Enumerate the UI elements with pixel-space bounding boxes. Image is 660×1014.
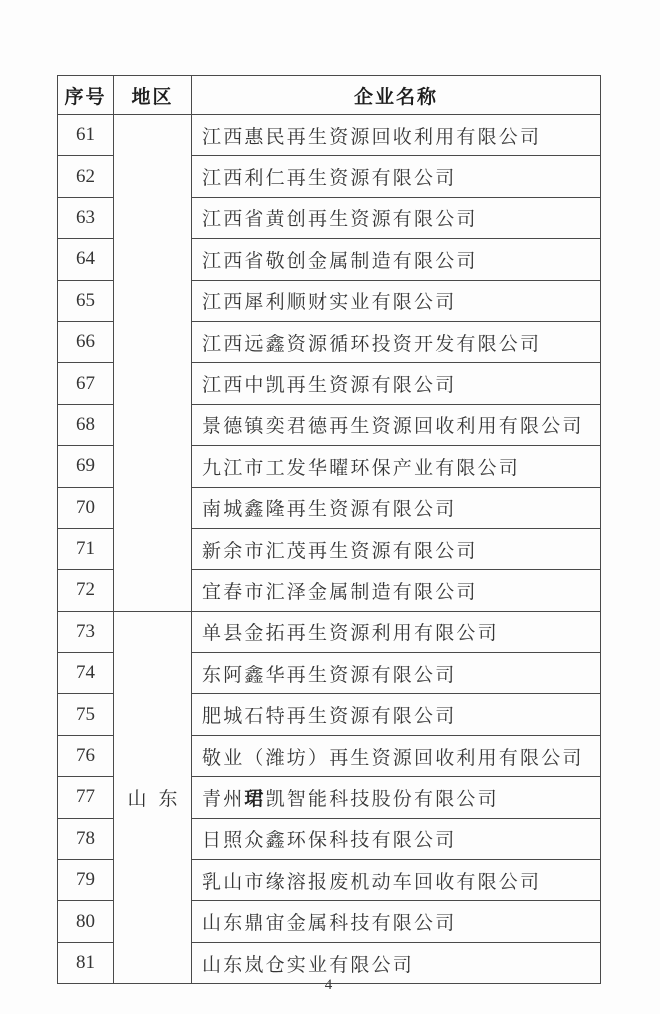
- serial-number-cell: 77: [58, 777, 114, 818]
- table-header-row: [58, 76, 601, 115]
- company-name-cell: 山东岚仓实业有限公司: [192, 942, 601, 983]
- serial-number-cell: 70: [58, 487, 114, 528]
- company-name-cell: 肥城石特再生资源有限公司: [192, 694, 601, 735]
- serial-number-cell: 71: [58, 528, 114, 569]
- company-name-cell: 日照众鑫环保科技有限公司: [192, 818, 601, 859]
- company-name-cell: 景德镇奕君德再生资源回收利用有限公司: [192, 404, 601, 445]
- table-row: [58, 115, 601, 156]
- header-serial-number: 序号: [58, 76, 114, 115]
- serial-number-cell: 61: [58, 115, 114, 156]
- header-company-name: 企业名称: [192, 76, 601, 115]
- company-name-cell: 江西省敬创金属制造有限公司: [192, 239, 601, 280]
- serial-number-cell: 69: [58, 446, 114, 487]
- header-region: 地区: [114, 76, 192, 115]
- serial-number-cell: 78: [58, 818, 114, 859]
- serial-number-cell: 64: [58, 239, 114, 280]
- region-cell: 山东: [114, 611, 192, 984]
- company-name-suffix: 凯智能科技股份有限公司: [265, 788, 499, 810]
- company-name-cell: 敬业（潍坊）再生资源回收利用有限公司: [192, 735, 601, 776]
- company-table: [57, 75, 601, 984]
- serial-number-cell: 80: [58, 901, 114, 942]
- company-name-cell: [192, 777, 601, 818]
- company-name-prefix: 青州: [202, 788, 245, 810]
- serial-number-cell: 63: [58, 197, 114, 238]
- serial-number-cell: 67: [58, 363, 114, 404]
- company-name-cell: 九江市工发华曜环保产业有限公司: [192, 446, 601, 487]
- serial-number-cell: 81: [58, 942, 114, 983]
- serial-number-cell: 74: [58, 653, 114, 694]
- company-name-cell: 单县金拓再生资源利用有限公司: [192, 611, 601, 652]
- serial-number-cell: 66: [58, 321, 114, 362]
- company-name-cell: 江西省黄创再生资源有限公司: [192, 197, 601, 238]
- serial-number-cell: 62: [58, 156, 114, 197]
- serial-number-cell: 79: [58, 860, 114, 901]
- company-name-cell: 江西利仁再生资源有限公司: [192, 156, 601, 197]
- serial-number-cell: 75: [58, 694, 114, 735]
- page-number: 4: [324, 977, 333, 993]
- company-name-cell: 宜春市汇泽金属制造有限公司: [192, 570, 601, 611]
- serial-number-cell: 72: [58, 570, 114, 611]
- company-name-cell: 新余市汇茂再生资源有限公司: [192, 528, 601, 569]
- company-name-cell: 南城鑫隆再生资源有限公司: [192, 487, 601, 528]
- serial-number-cell: 73: [58, 611, 114, 652]
- company-name-emphasized-char: 珺: [244, 788, 266, 810]
- table-body: [58, 115, 601, 984]
- company-name-cell: 江西远鑫资源循环投资开发有限公司: [192, 321, 601, 362]
- company-name-cell: 江西中凯再生资源有限公司: [192, 363, 601, 404]
- table-row: [58, 611, 601, 652]
- company-name-cell: 江西惠民再生资源回收利用有限公司: [192, 115, 601, 156]
- company-name-cell: 山东鼎宙金属科技有限公司: [192, 901, 601, 942]
- serial-number-cell: 65: [58, 280, 114, 321]
- company-name-cell: 东阿鑫华再生资源有限公司: [192, 653, 601, 694]
- region-cell: [114, 115, 192, 612]
- company-name-cell: 江西犀利顺财实业有限公司: [192, 280, 601, 321]
- serial-number-cell: 68: [58, 404, 114, 445]
- company-name-cell: 乳山市缘溶报废机动车回收有限公司: [192, 860, 601, 901]
- serial-number-cell: 76: [58, 735, 114, 776]
